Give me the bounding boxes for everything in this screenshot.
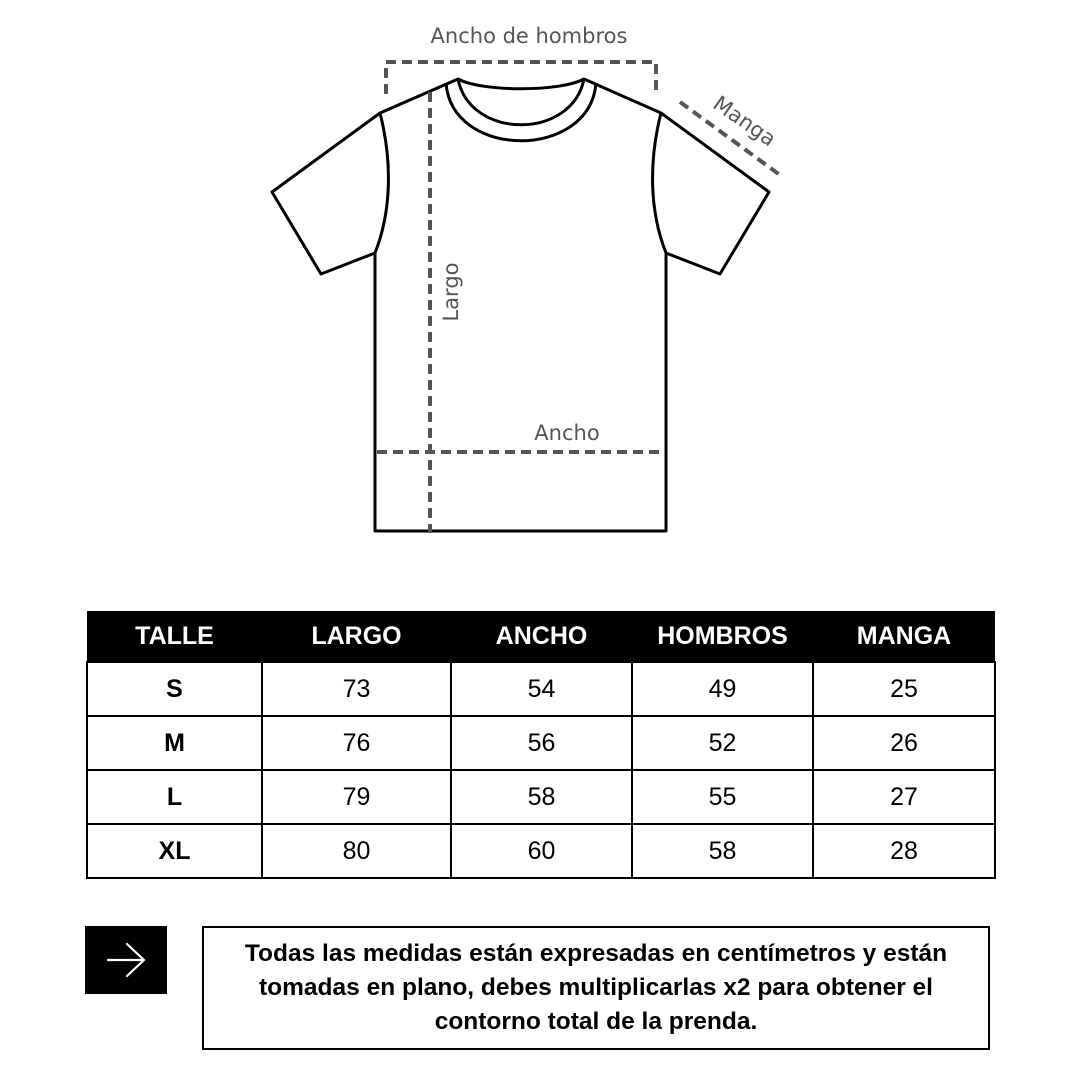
cell-ancho: 54 — [451, 662, 632, 716]
table-header-row — [87, 611, 995, 662]
cell-ancho: 58 — [451, 770, 632, 824]
header-talle: TALLE — [87, 611, 262, 662]
shoulders-label: Ancho de hombros — [430, 24, 628, 48]
tshirt-outline — [272, 79, 769, 531]
length-label: Largo — [439, 262, 463, 322]
measurement-note — [202, 926, 990, 1050]
size-table — [86, 611, 996, 879]
table-row — [87, 770, 995, 824]
cell-manga: 27 — [813, 770, 995, 824]
table-row — [87, 662, 995, 716]
header-largo: LARGO — [262, 611, 451, 662]
cell-hombros: 49 — [632, 662, 813, 716]
cell-talle: S — [87, 662, 262, 716]
cell-manga: 28 — [813, 824, 995, 878]
table-row — [87, 716, 995, 770]
cell-largo: 76 — [262, 716, 451, 770]
header-ancho: ANCHO — [451, 611, 632, 662]
cell-talle: M — [87, 716, 262, 770]
cell-hombros: 58 — [632, 824, 813, 878]
sleeve-label: Manga — [708, 91, 781, 152]
table-row — [87, 824, 995, 878]
cell-largo: 79 — [262, 770, 451, 824]
cell-talle: XL — [87, 824, 262, 878]
cell-manga: 25 — [813, 662, 995, 716]
cell-largo: 80 — [262, 824, 451, 878]
arrow-right-icon — [104, 942, 148, 978]
cell-manga: 26 — [813, 716, 995, 770]
arrow-box — [85, 926, 167, 994]
cell-ancho: 60 — [451, 824, 632, 878]
cell-largo: 73 — [262, 662, 451, 716]
cell-hombros: 55 — [632, 770, 813, 824]
measurement-note-text: Todas las medidas están expresadas en centímetros y están tomadas en plano, debes multiplicarlas x2 para obtener el contorno total de la prenda. — [244, 940, 948, 1035]
header-hombros: HOMBROS — [632, 611, 813, 662]
cell-ancho: 56 — [451, 716, 632, 770]
cell-hombros: 52 — [632, 716, 813, 770]
dimension-lines — [377, 62, 780, 533]
cell-talle: L — [87, 770, 262, 824]
width-label: Ancho — [534, 421, 600, 445]
header-manga: MANGA — [813, 611, 995, 662]
